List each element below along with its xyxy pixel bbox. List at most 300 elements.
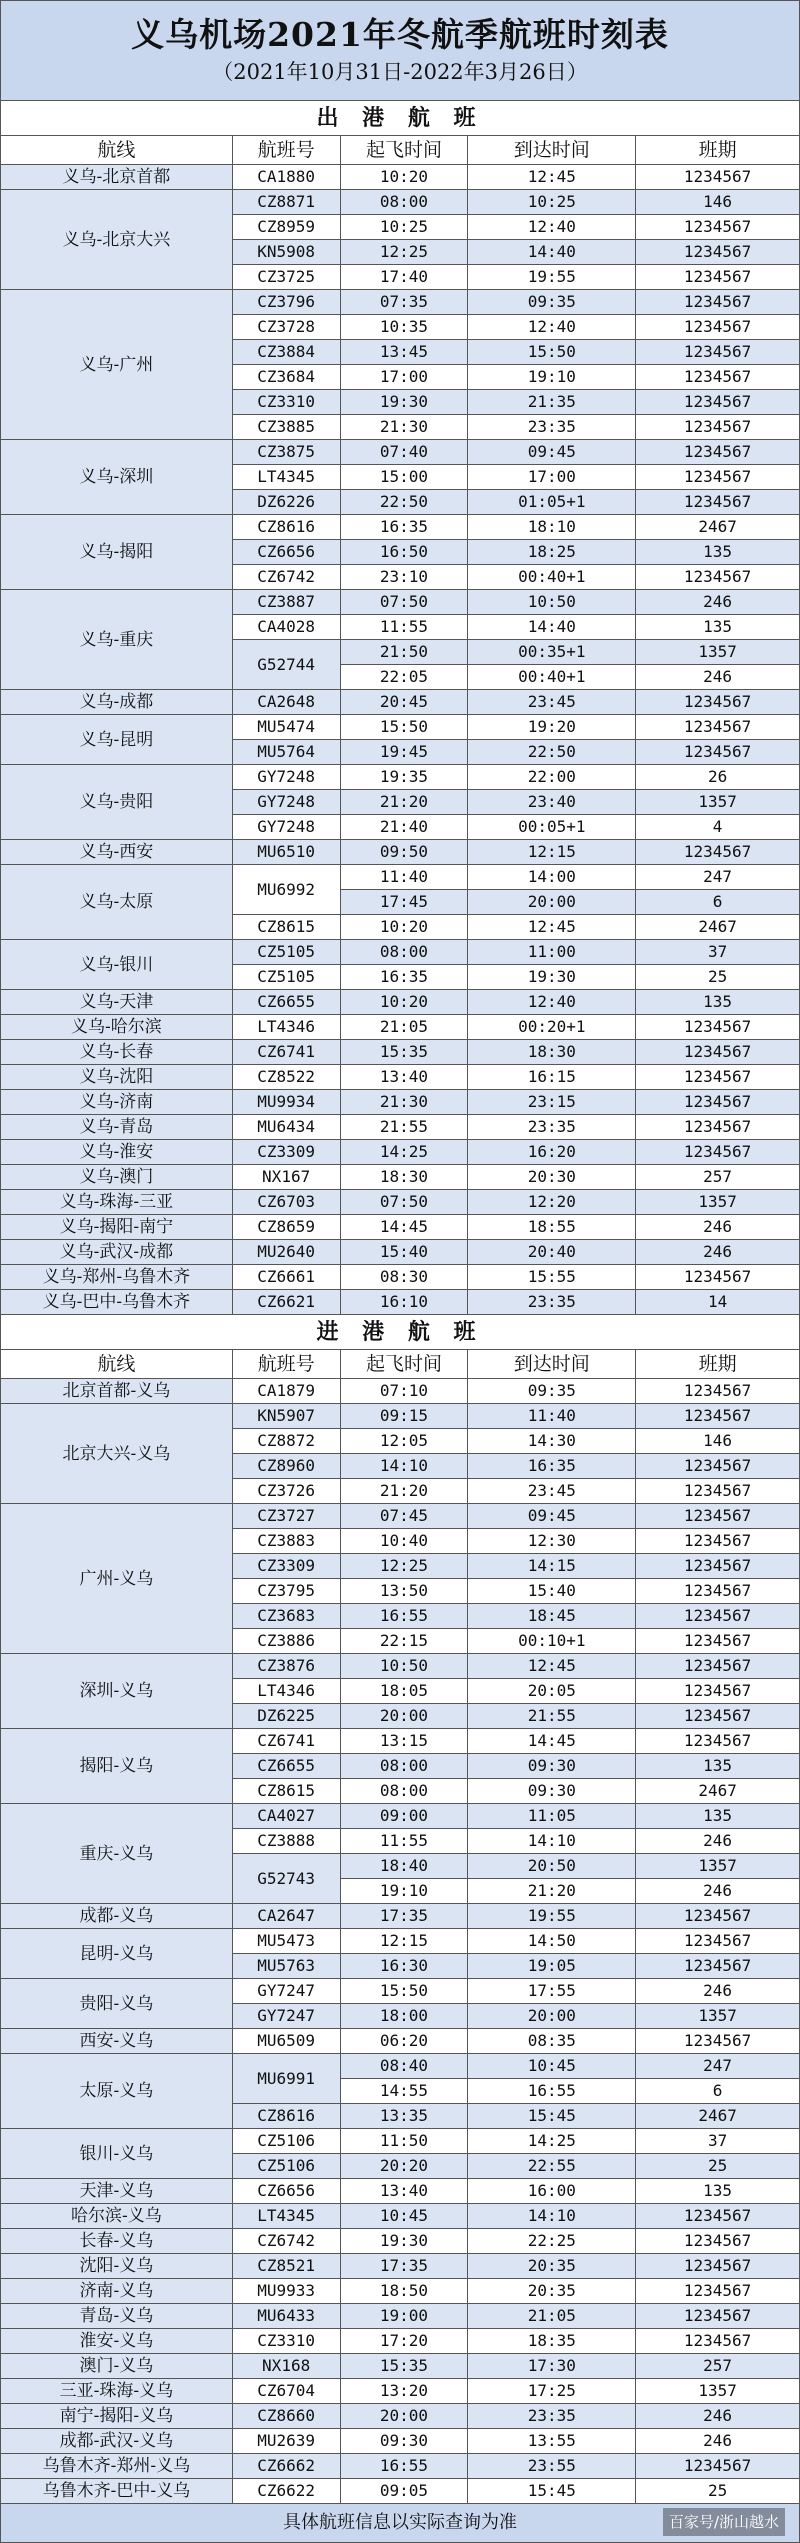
schedule-cell: 26 [636,765,800,790]
schedule-cell: 1234567 [636,1479,800,1504]
arrival-cell: 20:00 [468,890,636,915]
schedule-cell: 135 [636,2179,800,2204]
column-header-flight-no: 航班号 [232,1350,340,1379]
flight-number-cell: NX168 [232,2354,340,2379]
schedule-cell: 1234567 [636,740,800,765]
departure-cell: 18:00 [340,2004,468,2029]
route-cell: 义乌-广州 [1,290,233,440]
table-row [1,840,800,865]
schedule-cell: 2467 [636,2104,800,2129]
flight-number-cell: CZ3728 [232,315,340,340]
departure-cell: 13:50 [340,1579,468,1604]
route-cell: 成都-义乌 [1,1904,233,1929]
flight-number-cell: CZ3887 [232,590,340,615]
arrival-cell: 09:35 [468,290,636,315]
schedule-cell: 1234567 [636,2254,800,2279]
route-cell: 深圳-义乌 [1,1654,233,1729]
schedule-cell: 1234567 [636,1729,800,1754]
flight-number-cell: CZ8616 [232,515,340,540]
flight-number-cell: CA4028 [232,615,340,640]
table-row [1,1065,800,1090]
route-cell: 银川-义乌 [1,2129,233,2179]
flight-number-cell: MU5763 [232,1954,340,1979]
arrival-cell: 17:30 [468,2354,636,2379]
departure-cell: 15:40 [340,1240,468,1265]
arrival-cell: 23:35 [468,2404,636,2429]
departure-cell: 07:40 [340,440,468,465]
arrival-cell: 14:40 [468,240,636,265]
flight-number-cell: KN5908 [232,240,340,265]
arrival-cell: 00:10+1 [468,1629,636,1654]
schedule-cell: 4 [636,815,800,840]
schedule-cell: 2467 [636,515,800,540]
departure-cell: 15:35 [340,1040,468,1065]
column-header-departure: 起飞时间 [340,1350,468,1379]
schedule-cell: 257 [636,1165,800,1190]
schedule-cell: 247 [636,2054,800,2079]
departure-cell: 12:05 [340,1429,468,1454]
table-row [1,1904,800,1929]
route-cell: 义乌-郑州-乌鲁木齐 [1,1265,233,1290]
schedule-cell: 37 [636,940,800,965]
arrival-cell: 12:30 [468,1529,636,1554]
schedule-cell: 1234567 [636,2279,800,2304]
arrival-cell: 23:35 [468,415,636,440]
flight-number-cell: CZ3795 [232,1579,340,1604]
flight-number-cell: LT4345 [232,465,340,490]
arrival-cell: 18:45 [468,1604,636,1629]
departure-cell: 10:25 [340,215,468,240]
schedule-cell: 1234567 [636,165,800,190]
arrival-cell: 14:15 [468,1554,636,1579]
departure-cell: 17:00 [340,365,468,390]
table-row [1,1190,800,1215]
schedule-cell: 1234567 [636,2329,800,2354]
flight-number-cell: CZ5105 [232,940,340,965]
departure-cell: 12:25 [340,1554,468,1579]
departure-cell: 19:30 [340,390,468,415]
column-header-row [1,1350,800,1379]
arrival-cell: 11:40 [468,1404,636,1429]
table-row [1,2229,800,2254]
flight-number-cell: MU6992 [232,865,340,915]
arrival-cell: 16:20 [468,1140,636,1165]
route-cell: 北京大兴-义乌 [1,1404,233,1504]
flight-number-cell: GY7248 [232,815,340,840]
table-row [1,765,800,790]
arrival-cell: 09:45 [468,440,636,465]
flight-number-cell: CZ6655 [232,990,340,1015]
departure-cell: 17:35 [340,1904,468,1929]
table-row [1,190,800,215]
schedule-cell: 246 [636,1829,800,1854]
schedule-cell: 1357 [636,1190,800,1215]
table-row [1,1729,800,1754]
arrival-cell: 23:55 [468,2454,636,2479]
table-row [1,2129,800,2154]
schedule-cell: 1234567 [636,440,800,465]
flight-number-cell: CZ3796 [232,290,340,315]
flight-number-cell: MU5473 [232,1929,340,1954]
departure-cell: 10:20 [340,990,468,1015]
schedule-cell: 1234567 [636,340,800,365]
flight-number-cell: MU6509 [232,2029,340,2054]
table-row [1,2429,800,2454]
route-cell: 北京首都-义乌 [1,1379,233,1404]
table-row [1,1165,800,1190]
arrival-cell: 15:55 [468,1265,636,1290]
arrival-cell: 23:45 [468,1479,636,1504]
arrival-cell: 19:05 [468,1954,636,1979]
table-row [1,1929,800,1954]
departure-cell: 06:20 [340,2029,468,2054]
departure-cell: 12:15 [340,1929,468,1954]
arrival-cell: 15:45 [468,2104,636,2129]
departure-cell: 13:45 [340,340,468,365]
departure-cell: 10:35 [340,315,468,340]
route-cell: 南宁-揭阳-义乌 [1,2404,233,2429]
flight-number-cell: CZ8616 [232,2104,340,2129]
schedule-cell: 1234567 [636,1454,800,1479]
arrival-cell: 00:40+1 [468,665,636,690]
schedule-cell: 1234567 [636,1654,800,1679]
route-cell: 澳门-义乌 [1,2354,233,2379]
arrival-cell: 00:05+1 [468,815,636,840]
table-row [1,1654,800,1679]
route-cell: 昆明-义乌 [1,1929,233,1979]
flight-number-cell: GY7247 [232,2004,340,2029]
arrival-cell: 23:40 [468,790,636,815]
departure-cell: 11:55 [340,1829,468,1854]
arrival-cell: 20:30 [468,1165,636,1190]
arrival-cell: 17:00 [468,465,636,490]
table-row [1,1115,800,1140]
route-cell: 义乌-揭阳-南宁 [1,1215,233,1240]
route-cell: 沈阳-义乌 [1,2254,233,2279]
arrival-cell: 15:45 [468,2479,636,2504]
departure-cell: 09:50 [340,840,468,865]
table-row [1,990,800,1015]
table-row [1,2304,800,2329]
departure-cell: 20:20 [340,2154,468,2179]
schedule-cell: 246 [636,665,800,690]
departure-cell: 11:50 [340,2129,468,2154]
route-cell: 义乌-深圳 [1,440,233,515]
departure-cell: 21:50 [340,640,468,665]
table-row [1,1215,800,1240]
route-cell: 重庆-义乌 [1,1804,233,1904]
schedule-cell: 1234567 [636,1954,800,1979]
arrival-cell: 16:55 [468,2079,636,2104]
flight-number-cell: LT4346 [232,1679,340,1704]
schedule-cell: 1234567 [636,1554,800,1579]
schedule-cell: 1234567 [636,840,800,865]
schedule-cell: 1234567 [636,1504,800,1529]
schedule-table [0,100,800,2504]
table-row [1,2379,800,2404]
flight-number-cell: CZ8615 [232,1779,340,1804]
departure-cell: 17:40 [340,265,468,290]
table-row [1,1265,800,1290]
flight-number-cell: GY7248 [232,765,340,790]
schedule-cell: 1234567 [636,1379,800,1404]
column-header-route: 航线 [1,136,233,165]
flight-number-cell: CZ3727 [232,1504,340,1529]
schedule-cell: 1357 [636,1854,800,1879]
arrival-cell: 16:00 [468,2179,636,2204]
flight-number-cell: CZ8660 [232,2404,340,2429]
arrival-cell: 21:05 [468,2304,636,2329]
flight-number-cell: CZ8522 [232,1065,340,1090]
flight-number-cell: GY7247 [232,1979,340,2004]
departure-cell: 20:45 [340,690,468,715]
flight-number-cell: CA4027 [232,1804,340,1829]
flight-number-cell: CZ6661 [232,1265,340,1290]
arrival-cell: 14:40 [468,615,636,640]
table-row [1,1979,800,2004]
arrival-cell: 14:00 [468,865,636,890]
flight-number-cell: CZ3309 [232,1140,340,1165]
arrival-cell: 18:10 [468,515,636,540]
flight-number-cell: G52744 [232,640,340,690]
column-header-schedule: 班期 [636,1350,800,1379]
arrival-cell: 09:30 [468,1779,636,1804]
route-cell: 青岛-义乌 [1,2304,233,2329]
table-row [1,2329,800,2354]
flight-number-cell: CZ3884 [232,340,340,365]
departure-cell: 13:40 [340,2179,468,2204]
arrival-cell: 12:40 [468,315,636,340]
schedule-cell: 1234567 [636,1140,800,1165]
arrival-cell: 19:10 [468,365,636,390]
departure-cell: 19:35 [340,765,468,790]
route-cell: 天津-义乌 [1,2179,233,2204]
departure-cell: 16:35 [340,965,468,990]
route-cell: 义乌-银川 [1,940,233,990]
flight-number-cell: CZ3310 [232,2329,340,2354]
arrival-cell: 22:55 [468,2154,636,2179]
table-row [1,1140,800,1165]
table-row [1,1504,800,1529]
arrival-cell: 19:55 [468,265,636,290]
departure-cell: 13:35 [340,2104,468,2129]
departure-cell: 22:15 [340,1629,468,1654]
schedule-cell: 1234567 [636,1015,800,1040]
flight-number-cell: CZ3883 [232,1529,340,1554]
route-cell: 义乌-巴中-乌鲁木齐 [1,1290,233,1315]
schedule-cell: 1234567 [636,390,800,415]
arrival-cell: 13:55 [468,2429,636,2454]
table-row [1,2279,800,2304]
arrival-cell: 17:25 [468,2379,636,2404]
arrival-cell: 15:50 [468,340,636,365]
schedule-cell: 1234567 [636,2304,800,2329]
arrival-cell: 12:40 [468,990,636,1015]
route-cell: 义乌-贵阳 [1,765,233,840]
route-cell: 义乌-太原 [1,865,233,940]
route-cell: 义乌-济南 [1,1090,233,1115]
flight-number-cell: CZ3725 [232,265,340,290]
arrival-cell: 19:30 [468,965,636,990]
schedule-cell: 1234567 [636,1404,800,1429]
schedule-cell: 1234567 [636,690,800,715]
watermark: 百家号/浙山越水 [663,2508,785,2536]
table-row [1,1379,800,1404]
departure-cell: 15:35 [340,2354,468,2379]
departure-cell: 19:30 [340,2229,468,2254]
table-row [1,2029,800,2054]
schedule-cell: 246 [636,2404,800,2429]
arrival-cell: 14:25 [468,2129,636,2154]
schedule-cell: 1234567 [636,2229,800,2254]
schedule-cell: 247 [636,865,800,890]
schedule-cell: 135 [636,990,800,1015]
flight-number-cell: CZ8615 [232,915,340,940]
flight-number-cell: CZ3310 [232,390,340,415]
section-title: 出 港 航 班 [1,101,800,136]
route-cell: 义乌-珠海-三亚 [1,1190,233,1215]
arrival-cell: 00:35+1 [468,640,636,665]
arrival-cell: 20:50 [468,1854,636,1879]
departure-cell: 13:40 [340,1065,468,1090]
arrival-cell: 18:55 [468,1215,636,1240]
route-cell: 义乌-淮安 [1,1140,233,1165]
departure-cell: 07:50 [340,590,468,615]
departure-cell: 17:35 [340,2254,468,2279]
departure-cell: 09:15 [340,1404,468,1429]
page-title: 义乌机场2021年冬航季航班时刻表 [131,15,669,54]
flight-number-cell: CZ3886 [232,1629,340,1654]
schedule-cell: 246 [636,590,800,615]
route-cell: 义乌-重庆 [1,590,233,690]
departure-cell: 22:50 [340,490,468,515]
table-row [1,1804,800,1829]
flight-number-cell: CZ6704 [232,2379,340,2404]
table-row [1,2254,800,2279]
departure-cell: 09:05 [340,2479,468,2504]
arrival-cell: 14:30 [468,1429,636,1454]
departure-cell: 12:25 [340,240,468,265]
table-row [1,290,800,315]
column-header-route: 航线 [1,1350,233,1379]
departure-cell: 18:30 [340,1165,468,1190]
schedule-cell: 1234567 [636,1090,800,1115]
departure-cell: 08:40 [340,2054,468,2079]
table-row [1,2179,800,2204]
arrival-cell: 09:30 [468,1754,636,1779]
schedule-cell: 1234567 [636,315,800,340]
schedule-cell: 37 [636,2129,800,2154]
schedule-cell: 25 [636,2479,800,2504]
arrival-cell: 21:35 [468,390,636,415]
schedule-cell: 6 [636,2079,800,2104]
route-cell: 义乌-天津 [1,990,233,1015]
flight-number-cell: CZ5106 [232,2129,340,2154]
arrival-cell: 23:35 [468,1115,636,1140]
column-header-row [1,136,800,165]
arrival-cell: 19:55 [468,1904,636,1929]
arrival-cell: 22:50 [468,740,636,765]
schedule-cell: 1234567 [636,265,800,290]
flight-number-cell: CZ6656 [232,540,340,565]
departure-cell: 08:00 [340,1779,468,1804]
departure-cell: 13:15 [340,1729,468,1754]
route-cell: 义乌-武汉-成都 [1,1240,233,1265]
departure-cell: 15:50 [340,715,468,740]
departure-cell: 14:25 [340,1140,468,1165]
schedule-cell: 1234567 [636,1704,800,1729]
flight-number-cell: CZ3875 [232,440,340,465]
route-cell: 义乌-北京大兴 [1,190,233,290]
flight-number-cell: MU6433 [232,2304,340,2329]
arrival-cell: 14:45 [468,1729,636,1754]
arrival-cell: 12:45 [468,915,636,940]
flight-number-cell: MU6991 [232,2054,340,2104]
column-header-arrival: 到达时间 [468,1350,636,1379]
flight-number-cell: CZ3726 [232,1479,340,1504]
schedule-cell: 246 [636,1240,800,1265]
departure-cell: 21:30 [340,415,468,440]
departure-cell: 09:30 [340,2429,468,2454]
departure-cell: 17:45 [340,890,468,915]
arrival-cell: 00:40+1 [468,565,636,590]
flight-number-cell: CZ6622 [232,2479,340,2504]
schedule-cell: 246 [636,1879,800,1904]
arrival-cell: 21:55 [468,1704,636,1729]
schedule-cell: 146 [636,1429,800,1454]
schedule-cell: 1234567 [636,490,800,515]
flight-number-cell: CA2647 [232,1904,340,1929]
departure-cell: 08:00 [340,940,468,965]
arrival-cell: 12:45 [468,165,636,190]
table-row [1,940,800,965]
schedule-cell: 1234567 [636,1115,800,1140]
flight-number-cell: CZ3684 [232,365,340,390]
schedule-cell: 1234567 [636,1929,800,1954]
table-row [1,2454,800,2479]
route-cell: 义乌-昆明 [1,715,233,765]
departure-cell: 16:50 [340,540,468,565]
flight-number-cell: MU5764 [232,740,340,765]
flight-number-cell: CZ6662 [232,2454,340,2479]
departure-cell: 18:50 [340,2279,468,2304]
departure-cell: 08:30 [340,1265,468,1290]
departure-cell: 14:45 [340,1215,468,1240]
flight-number-cell: CZ6703 [232,1190,340,1215]
arrival-cell: 20:00 [468,2004,636,2029]
departure-cell: 18:40 [340,1854,468,1879]
flight-number-cell: CZ3309 [232,1554,340,1579]
departure-cell: 15:00 [340,465,468,490]
flight-number-cell: CA1879 [232,1379,340,1404]
schedule-cell: 1234567 [636,240,800,265]
table-row [1,2404,800,2429]
flight-number-cell: CZ6621 [232,1290,340,1315]
route-cell: 太原-义乌 [1,2054,233,2129]
departure-cell: 10:40 [340,1529,468,1554]
schedule-cell: 1234567 [636,415,800,440]
flight-number-cell: MU6510 [232,840,340,865]
schedule-cell: 1234567 [636,290,800,315]
route-cell: 义乌-成都 [1,690,233,715]
flight-number-cell: CZ5105 [232,965,340,990]
table-row [1,690,800,715]
departure-cell: 20:00 [340,1704,468,1729]
table-row [1,1240,800,1265]
arrival-cell: 00:20+1 [468,1015,636,1040]
arrival-cell: 20:05 [468,1679,636,1704]
column-header-flight-no: 航班号 [232,136,340,165]
